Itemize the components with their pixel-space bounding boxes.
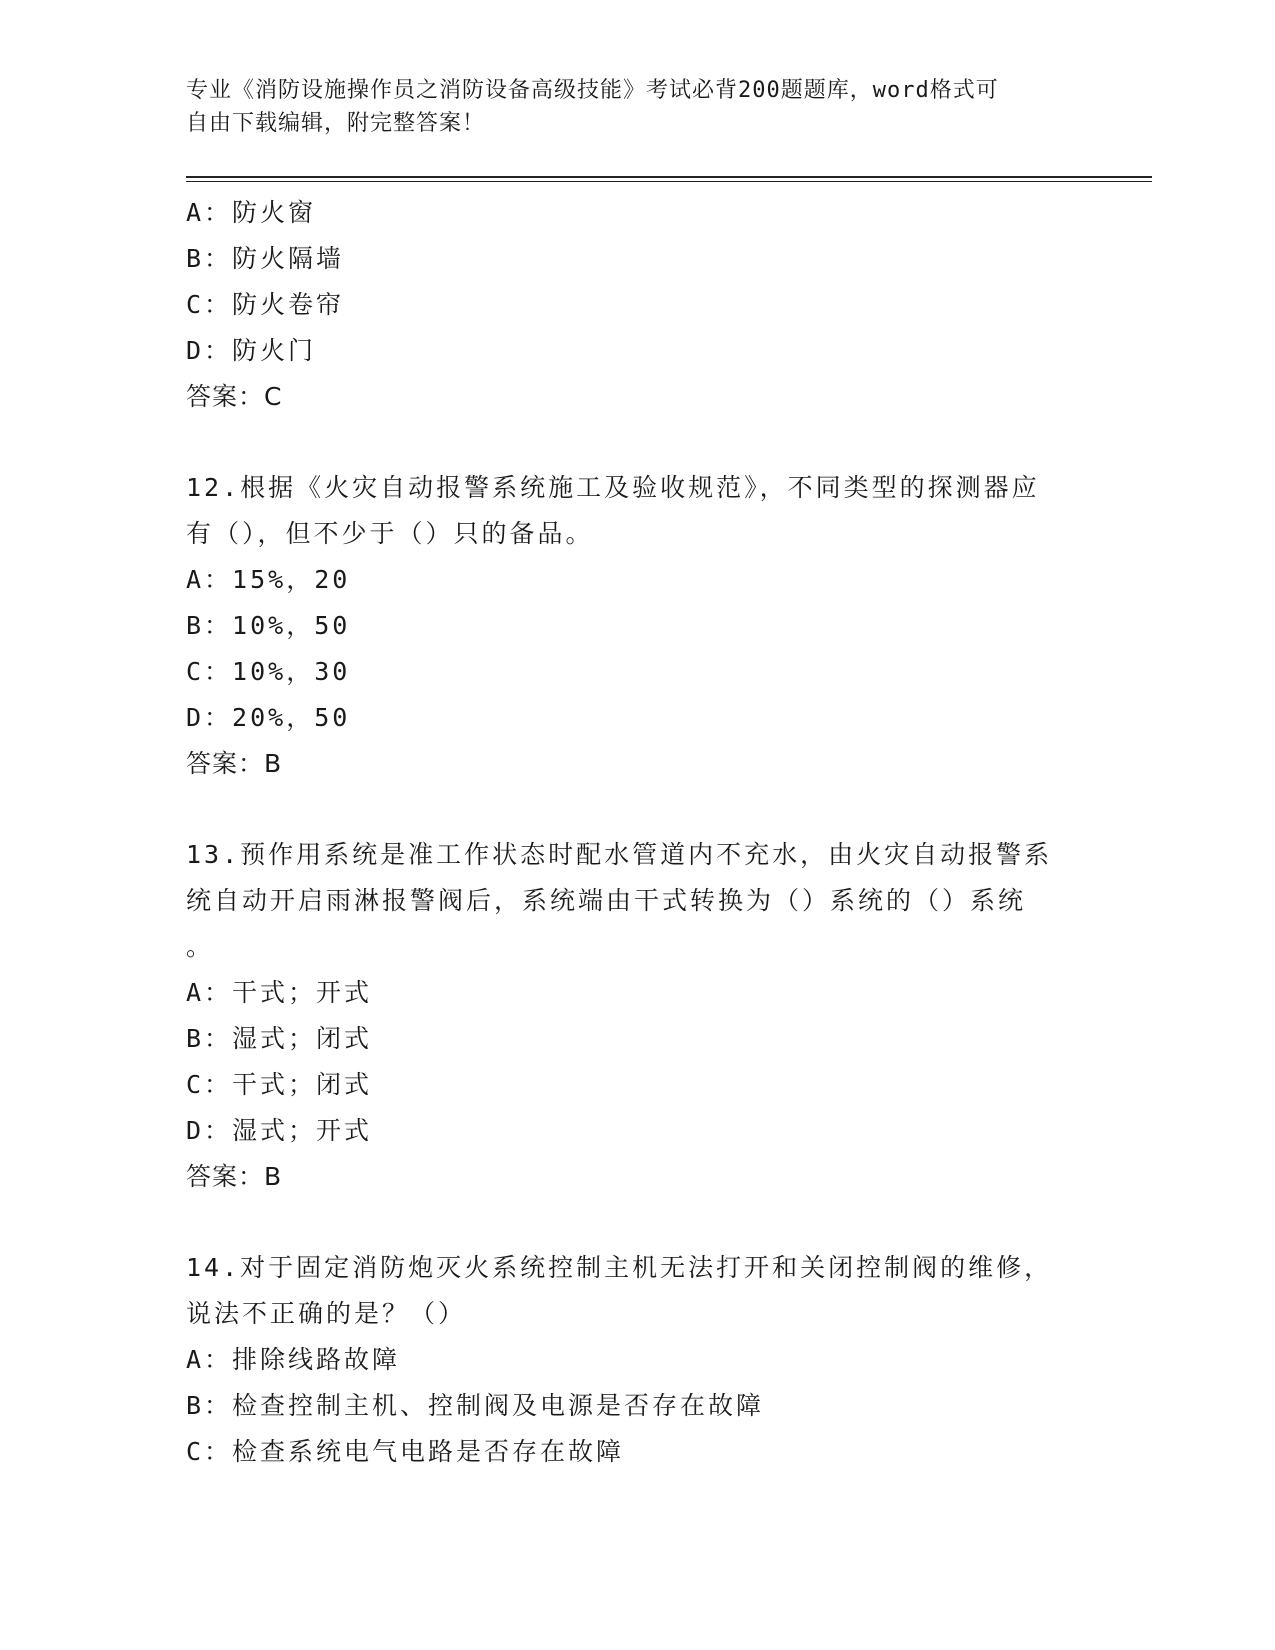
option-line: B：10%，50	[186, 611, 351, 640]
option-line: B：湿式；闭式	[186, 1024, 373, 1053]
answer-line: 答案：B	[186, 749, 283, 778]
question-text-line: 14.对于固定消防炮灭火系统控制主机无法打开和关闭控制阀的维修，	[186, 1253, 1053, 1282]
option-line: A：干式；开式	[186, 978, 373, 1007]
question-text-line: 说法不正确的是？（）	[186, 1299, 467, 1328]
question-block-12	[186, 465, 1146, 787]
option-line: B：防火隔墙	[186, 244, 345, 273]
document-header	[186, 74, 1066, 140]
option-line: C：干式；闭式	[186, 1070, 373, 1099]
header-line-2: 自由下载编辑，附完整答案！	[186, 111, 486, 136]
question-text-line: 12.根据《火灾自动报警系统施工及验收规范》，不同类型的探测器应	[186, 473, 1040, 502]
question-text-line: 13.预作用系统是准工作状态时配水管道内不充水，由火灾自动报警系	[186, 840, 1053, 869]
question-block-13	[186, 832, 1146, 1200]
header-divider	[186, 176, 1152, 182]
option-line: A：排除线路故障	[186, 1345, 401, 1374]
option-line: D：湿式；开式	[186, 1116, 373, 1145]
question-content	[186, 190, 1146, 1475]
block-spacer	[186, 1200, 1146, 1245]
block-spacer	[186, 420, 1146, 465]
block-spacer	[186, 787, 1146, 832]
option-line: C：10%，30	[186, 657, 351, 686]
question-block-14	[186, 1245, 1146, 1475]
option-line: D：20%，50	[186, 703, 351, 732]
answer-line: 答案：B	[186, 1162, 283, 1191]
answer-line: 答案：C	[186, 382, 283, 411]
option-line: D：防火门	[186, 336, 317, 365]
question-text-line: 统自动开启雨淋报警阀后，系统端由干式转换为（）系统的（）系统	[186, 886, 1027, 915]
question-block-11	[186, 190, 1146, 420]
option-line: B：检查控制主机、控制阀及电源是否存在故障	[186, 1391, 765, 1420]
header-line-1: 专业《消防设施操作员之消防设备高级技能》考试必背200题题库，word格式可	[186, 78, 999, 103]
option-line: A：15%，20	[186, 565, 351, 594]
option-line: C：防火卷帘	[186, 290, 345, 319]
option-line: A：防火窗	[186, 198, 317, 227]
option-line: C：检查系统电气电路是否存在故障	[186, 1437, 625, 1466]
question-text-line: 。	[186, 932, 215, 961]
question-text-line: 有（），但不少于（）只的备品。	[186, 519, 594, 548]
